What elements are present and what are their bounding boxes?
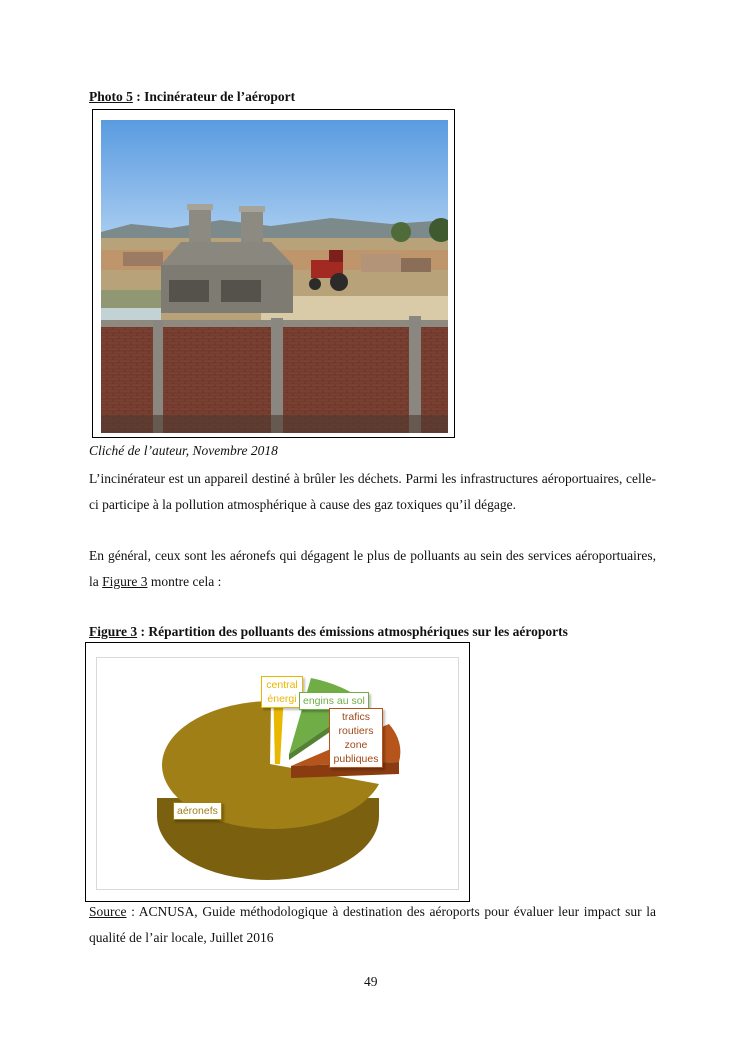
- photo-heading: [89, 89, 295, 105]
- page-number: 49: [364, 974, 378, 989]
- incinerator-photo-frame: [92, 109, 455, 438]
- paragraph-aircraft-text: En général, ceux sont les aéronefs qui dégagent le plus de polluants au sein des services aéroportuaires, la: [89, 548, 656, 589]
- paragraph-aircraft-end: montre cela :: [147, 573, 222, 589]
- figure-title: : Répartition des polluants des émissions atmosphériques sur les aéroports: [137, 624, 568, 639]
- figure-source: [89, 899, 656, 950]
- photo-label: Photo 5: [89, 89, 133, 104]
- label-aeronefs: aéronefs: [173, 802, 222, 820]
- chart-plot-area: [96, 657, 459, 890]
- source-label: Source: [89, 904, 127, 919]
- photo-credit: Cliché de l’auteur, Novembre 2018: [89, 443, 278, 458]
- photo-title: : Incinérateur de l’aéroport: [132, 89, 296, 104]
- paragraph-incinerator: L’incinérateur est un appareil destiné à brûler les déchets. Parmi les infrastructures aéroportuaires, celle-ci participe à la pollution atmosphérique à cause des gaz toxiques qu’il dégage.: [89, 471, 656, 512]
- figure-heading: [89, 624, 568, 640]
- label-central-energie: central énergi: [261, 676, 303, 708]
- paragraph-aircraft: [89, 543, 656, 594]
- pollutant-pie-chart: [85, 642, 470, 902]
- source-text: : ACNUSA, Guide méthodologique à destination des aéroports pour évaluer leur impact sur la qualité de l’air locale, Juillet 2016: [89, 904, 656, 945]
- label-engins-au-sol: engins au sol: [299, 692, 369, 710]
- label-trafics-routiers: trafics routiers zone publiques: [329, 708, 383, 768]
- figure-3-reference-link[interactable]: Figure 3: [102, 573, 148, 589]
- figure-label: Figure 3: [89, 624, 138, 639]
- incinerator-photo: [101, 120, 448, 433]
